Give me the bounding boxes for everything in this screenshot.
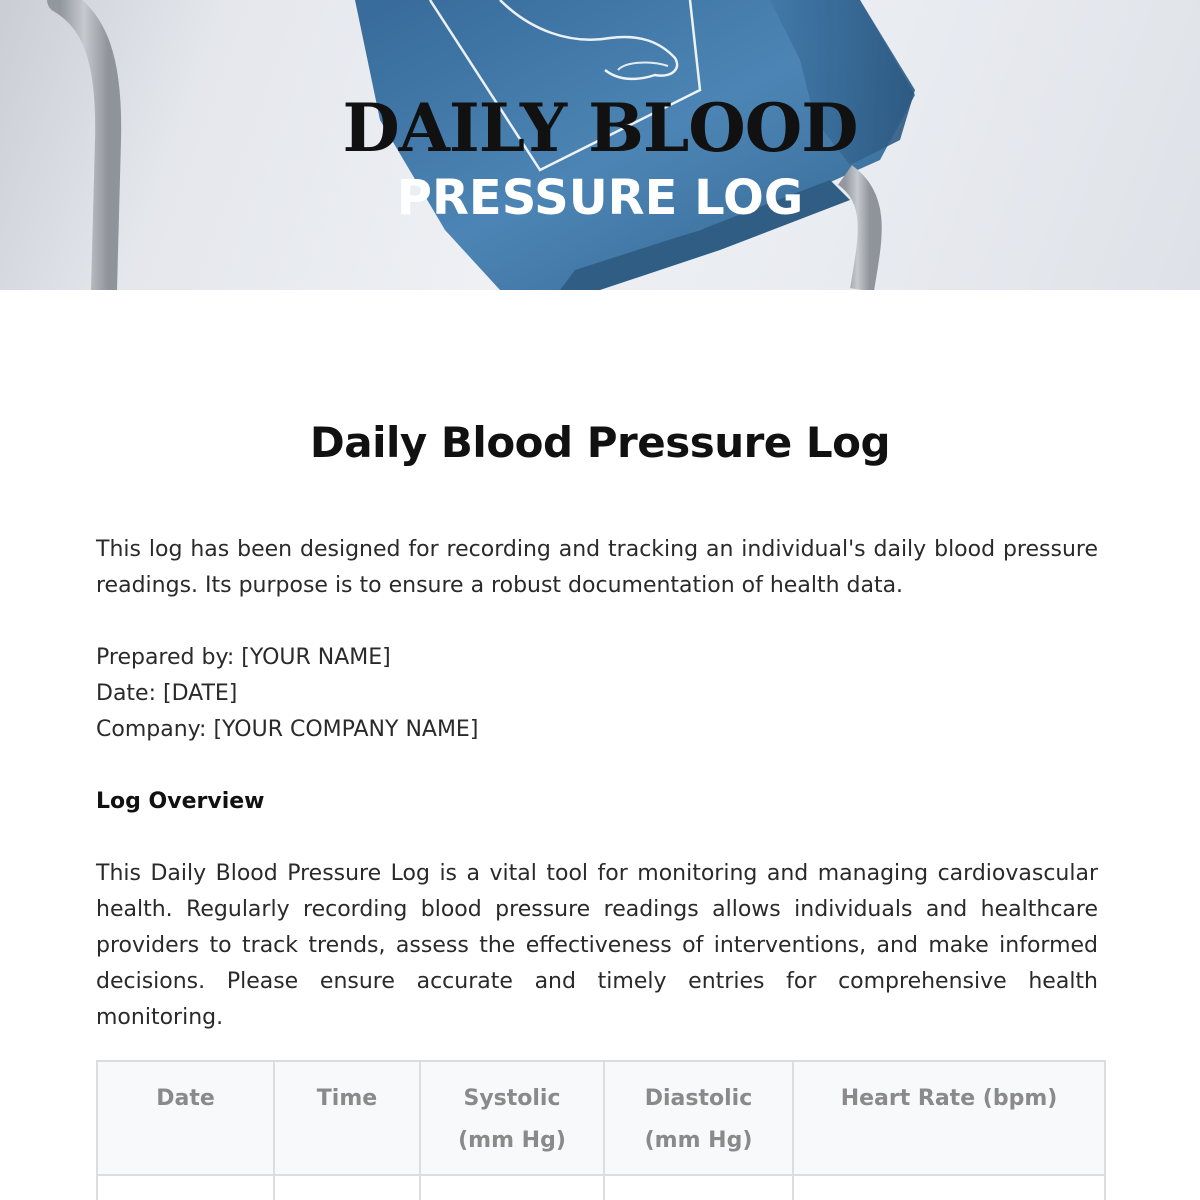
table-cell[interactable] bbox=[420, 1175, 604, 1200]
header-unit: (mm Hg) bbox=[644, 1128, 753, 1153]
overview-paragraph: This Daily Blood Pressure Log is a vital tool for monitoring and managing cardiovascular health. Regularly recording blood pressure readings allows individuals and healthcare providers to track trends, assess the effectiveness of interventions, and make informed decisions. Please ensure accurate and timely entries for comprehensive health monitoring. bbox=[96, 861, 1098, 1030]
header-label: Date bbox=[156, 1086, 215, 1111]
header-diastolic bbox=[604, 1061, 793, 1175]
spacer bbox=[96, 748, 1098, 784]
blood-pressure-table bbox=[96, 1060, 1106, 1200]
table-cell[interactable] bbox=[274, 1175, 420, 1200]
header-date bbox=[97, 1061, 274, 1175]
table-cell[interactable] bbox=[604, 1175, 793, 1200]
header-banner bbox=[0, 0, 1200, 290]
header-heart-rate bbox=[793, 1061, 1105, 1175]
document-content bbox=[96, 532, 1098, 1036]
log-overview-heading: Log Overview bbox=[96, 789, 265, 814]
table-cell[interactable] bbox=[793, 1175, 1105, 1200]
spacer bbox=[96, 604, 1098, 640]
header-label: Diastolic bbox=[644, 1086, 753, 1111]
banner-title-line2: PRESSURE LOG bbox=[396, 170, 804, 226]
header-label: Heart Rate (bpm) bbox=[840, 1086, 1058, 1111]
header-time bbox=[274, 1061, 420, 1175]
header-systolic bbox=[420, 1061, 604, 1175]
header-label: Systolic bbox=[463, 1086, 561, 1111]
intro-paragraph: This log has been designed for recording and tracking an individual's daily blood pressure readings. Its purpose is to ensure a robust documentation of health data. bbox=[96, 537, 1098, 598]
date-line: Date: [DATE] bbox=[96, 681, 238, 706]
document-title: Daily Blood Pressure Log bbox=[309, 418, 891, 467]
header-label: Time bbox=[316, 1086, 378, 1111]
spacer bbox=[96, 820, 1098, 856]
banner-title-line1: DAILY BLOOD bbox=[342, 89, 858, 167]
table-row bbox=[97, 1175, 1105, 1200]
header-unit: (mm Hg) bbox=[458, 1128, 566, 1153]
table-cell[interactable] bbox=[97, 1175, 274, 1200]
company-line: Company: [YOUR COMPANY NAME] bbox=[96, 717, 479, 742]
table-header-row bbox=[97, 1061, 1105, 1175]
prepared-by-line: Prepared by: [YOUR NAME] bbox=[96, 645, 391, 670]
